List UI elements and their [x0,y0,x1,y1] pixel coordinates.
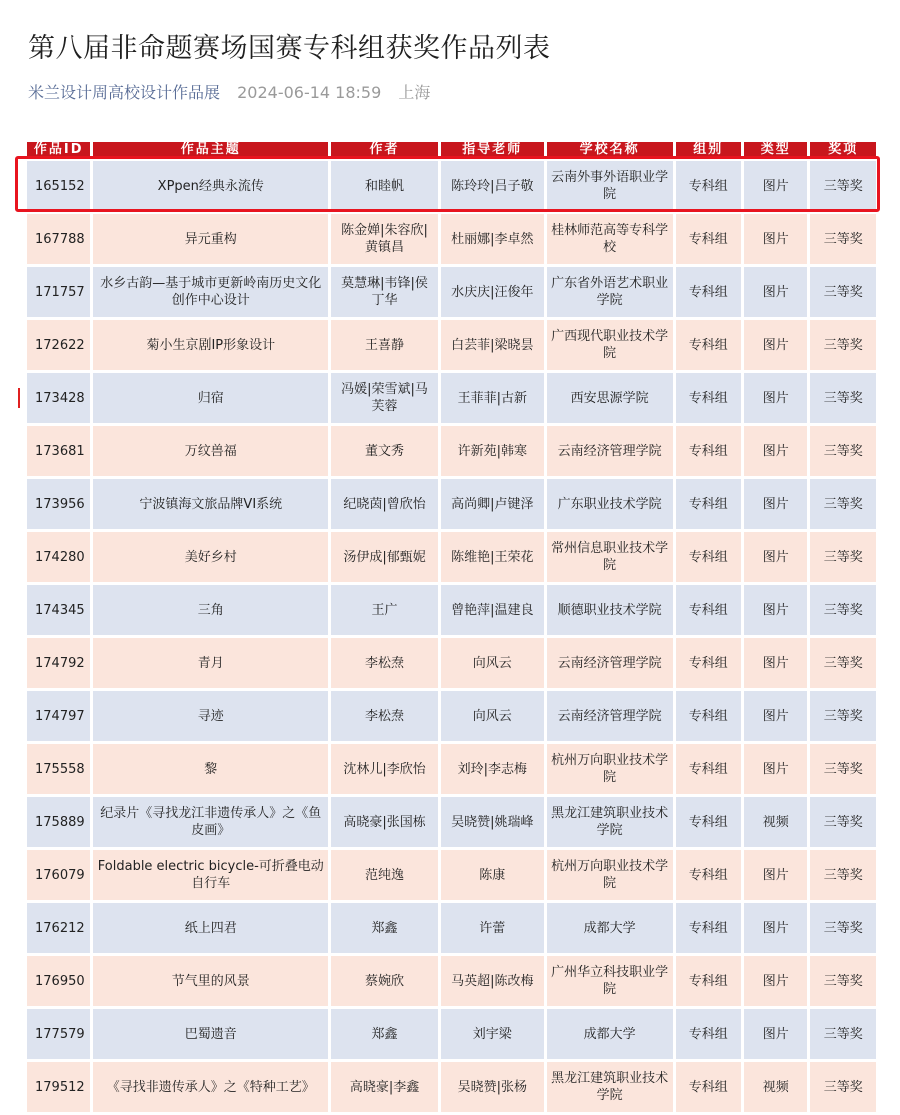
table-row [27,691,876,741]
cell-theme: 三角 [93,585,328,635]
table-row [27,1009,876,1059]
cell-author: 高晓豪|李鑫 [331,1062,438,1112]
cell-theme: 万纹兽福 [93,426,328,476]
cell-group: 专科组 [676,903,741,953]
table-row [27,532,876,582]
cell-author: 高晓豪|张国栋 [331,797,438,847]
table-row [27,373,876,423]
cell-group: 专科组 [676,850,741,900]
cell-author: 李松焘 [331,691,438,741]
cell-group: 专科组 [676,744,741,794]
cell-id: 175558 [27,744,90,794]
cell-author: 郑鑫 [331,903,438,953]
cell-author: 陈金婵|朱容欣|黄镇昌 [331,214,438,264]
cell-teacher: 吴晓赞|姚瑞峰 [441,797,544,847]
cell-school: 桂林师范高等专科学校 [547,214,673,264]
cell-theme: Foldable electric bicycle-可折叠电动自行车 [93,850,328,900]
cell-id: 165152 [27,161,90,211]
cell-id: 172622 [27,320,90,370]
cell-school: 常州信息职业技术学院 [547,532,673,582]
cell-type: 图片 [744,956,807,1006]
cell-teacher: 曾艳萍|温建良 [441,585,544,635]
cell-teacher: 陈维艳|王荣花 [441,532,544,582]
cell-type: 图片 [744,744,807,794]
cell-type: 图片 [744,903,807,953]
cell-teacher: 水庆庆|汪俊年 [441,267,544,317]
cell-type: 图片 [744,426,807,476]
header-award: 奖项 [810,142,876,158]
cell-teacher: 王菲菲|古新 [441,373,544,423]
cell-award: 三等奖 [810,373,876,423]
cell-id: 177579 [27,1009,90,1059]
cell-teacher: 杜丽娜|李卓然 [441,214,544,264]
cell-teacher: 高尚卿|卢键泽 [441,479,544,529]
cell-award: 三等奖 [810,426,876,476]
cell-type: 图片 [744,1009,807,1059]
cell-id: 174345 [27,585,90,635]
cell-author: 沈林儿|李欣怡 [331,744,438,794]
article-title: 第八届非命题赛场国赛专科组获奖作品列表 [28,33,551,64]
cell-teacher: 马英超|陈改梅 [441,956,544,1006]
cell-award: 三等奖 [810,320,876,370]
cell-theme: 水乡古韵—基于城市更新岭南历史文化创作中心设计 [93,267,328,317]
cell-type: 图片 [744,267,807,317]
cell-award: 三等奖 [810,797,876,847]
table-row [27,267,876,317]
cell-theme: 纪录片《寻找龙江非遗传承人》之《鱼皮画》 [93,797,328,847]
cell-award: 三等奖 [810,161,876,211]
cell-school: 云南外事外语职业学院 [547,161,673,211]
cell-school: 黑龙江建筑职业技术学院 [547,797,673,847]
cell-author: 李松焘 [331,638,438,688]
cell-school: 广西现代职业技术学院 [547,320,673,370]
cell-group: 专科组 [676,214,741,264]
cell-award: 三等奖 [810,214,876,264]
cell-author: 王广 [331,585,438,635]
cell-group: 专科组 [676,691,741,741]
cell-type: 视频 [744,797,807,847]
cell-theme: 巴蜀遗音 [93,1009,328,1059]
cell-group: 专科组 [676,320,741,370]
cell-teacher: 陈玲玲|吕子敬 [441,161,544,211]
awards-table [24,139,879,1115]
cell-id: 174797 [27,691,90,741]
cell-school: 黑龙江建筑职业技术学院 [547,1062,673,1112]
cell-theme: 异元重构 [93,214,328,264]
cell-theme: 黎 [93,744,328,794]
table-row [27,638,876,688]
table-row [27,585,876,635]
cell-award: 三等奖 [810,850,876,900]
cell-teacher: 向风云 [441,638,544,688]
cell-theme: 青月 [93,638,328,688]
cell-id: 179512 [27,1062,90,1112]
cell-group: 专科组 [676,1009,741,1059]
cell-id: 171757 [27,267,90,317]
article-meta [28,80,430,103]
table-body [27,161,876,1112]
awards-table-image [24,139,879,1115]
cell-school: 成都大学 [547,903,673,953]
cell-award: 三等奖 [810,744,876,794]
header-type: 类型 [744,142,807,158]
cell-author: 郑鑫 [331,1009,438,1059]
cell-author: 董文秀 [331,426,438,476]
cell-group: 专科组 [676,161,741,211]
cell-type: 图片 [744,373,807,423]
cell-theme: 节气里的风景 [93,956,328,1006]
table-row [27,320,876,370]
cell-theme: 《寻找非遗传承人》之《特种工艺》 [93,1062,328,1112]
cell-school: 广州华立科技职业学院 [547,956,673,1006]
cell-group: 专科组 [676,267,741,317]
cell-theme: 归宿 [93,373,328,423]
cell-teacher: 许新苑|韩寒 [441,426,544,476]
cell-group: 专科组 [676,479,741,529]
header-theme: 作品主题 [93,142,328,158]
cell-theme: 寻迹 [93,691,328,741]
cell-author: 蔡婉欣 [331,956,438,1006]
cell-group: 专科组 [676,956,741,1006]
cell-id: 173681 [27,426,90,476]
cell-author: 冯媛|荣雪斌|马芙蓉 [331,373,438,423]
cell-award: 三等奖 [810,267,876,317]
cell-teacher: 陈康 [441,850,544,900]
table-row [27,479,876,529]
cell-award: 三等奖 [810,1062,876,1112]
cell-id: 176079 [27,850,90,900]
cell-school: 杭州万向职业技术学院 [547,850,673,900]
cell-award: 三等奖 [810,691,876,741]
cell-group: 专科组 [676,797,741,847]
cell-teacher: 吴晓赞|张杨 [441,1062,544,1112]
header-id: 作品ID [27,142,90,158]
cell-type: 视频 [744,1062,807,1112]
cell-theme: 美好乡村 [93,532,328,582]
table-row [27,426,876,476]
cell-award: 三等奖 [810,956,876,1006]
cell-type: 图片 [744,214,807,264]
cell-award: 三等奖 [810,1009,876,1059]
cell-id: 176212 [27,903,90,953]
cell-school: 云南经济管理学院 [547,426,673,476]
cell-id: 176950 [27,956,90,1006]
scroll-marker [18,388,20,408]
account-name-link[interactable]: 米兰设计周高校设计作品展 [28,83,221,102]
header-teacher: 指导老师 [441,142,544,158]
cell-school: 云南经济管理学院 [547,691,673,741]
cell-author: 汤伊成|郁甄妮 [331,532,438,582]
table-row [27,214,876,264]
cell-school: 云南经济管理学院 [547,638,673,688]
cell-award: 三等奖 [810,532,876,582]
cell-id: 174792 [27,638,90,688]
cell-author: 范纯逸 [331,850,438,900]
cell-author: 莫慧琳|韦锋|侯丁华 [331,267,438,317]
cell-group: 专科组 [676,638,741,688]
cell-award: 三等奖 [810,479,876,529]
highlight-box [15,156,880,212]
cell-school: 广东省外语艺术职业学院 [547,267,673,317]
cell-school: 西安思源学院 [547,373,673,423]
table-row [27,956,876,1006]
header-school: 学校名称 [547,142,673,158]
cell-award: 三等奖 [810,585,876,635]
cell-group: 专科组 [676,426,741,476]
cell-type: 图片 [744,850,807,900]
cell-type: 图片 [744,585,807,635]
cell-id: 174280 [27,532,90,582]
cell-group: 专科组 [676,532,741,582]
cell-theme: 纸上四君 [93,903,328,953]
publish-date: 2024-06-14 18:59 [237,83,382,102]
table-row [27,903,876,953]
cell-type: 图片 [744,320,807,370]
cell-school: 广东职业技术学院 [547,479,673,529]
table-row [27,744,876,794]
cell-id: 173956 [27,479,90,529]
cell-group: 专科组 [676,373,741,423]
table-row [27,1062,876,1112]
cell-award: 三等奖 [810,638,876,688]
cell-id: 175889 [27,797,90,847]
cell-teacher: 白芸菲|梁晓昙 [441,320,544,370]
cell-author: 和睦帆 [331,161,438,211]
cell-id: 173428 [27,373,90,423]
table-row [27,797,876,847]
cell-award: 三等奖 [810,903,876,953]
cell-author: 王喜静 [331,320,438,370]
cell-type: 图片 [744,161,807,211]
header-group: 组别 [676,142,741,158]
cell-type: 图片 [744,479,807,529]
cell-teacher: 许蕾 [441,903,544,953]
cell-teacher: 刘宇梁 [441,1009,544,1059]
cell-theme: 菊小生京剧IP形象设计 [93,320,328,370]
cell-teacher: 刘玲|李志梅 [441,744,544,794]
cell-type: 图片 [744,638,807,688]
cell-group: 专科组 [676,585,741,635]
cell-group: 专科组 [676,1062,741,1112]
header-author: 作者 [331,142,438,158]
cell-school: 成都大学 [547,1009,673,1059]
cell-school: 顺德职业技术学院 [547,585,673,635]
table-row [27,850,876,900]
cell-id: 167788 [27,214,90,264]
publish-location: 上海 [398,83,431,102]
cell-teacher: 向风云 [441,691,544,741]
cell-theme: XPpen经典永流传 [93,161,328,211]
cell-type: 图片 [744,691,807,741]
cell-school: 杭州万向职业技术学院 [547,744,673,794]
cell-theme: 宁波镇海文旅品牌VI系统 [93,479,328,529]
cell-author: 纪晓茵|曾欣怡 [331,479,438,529]
cell-type: 图片 [744,532,807,582]
